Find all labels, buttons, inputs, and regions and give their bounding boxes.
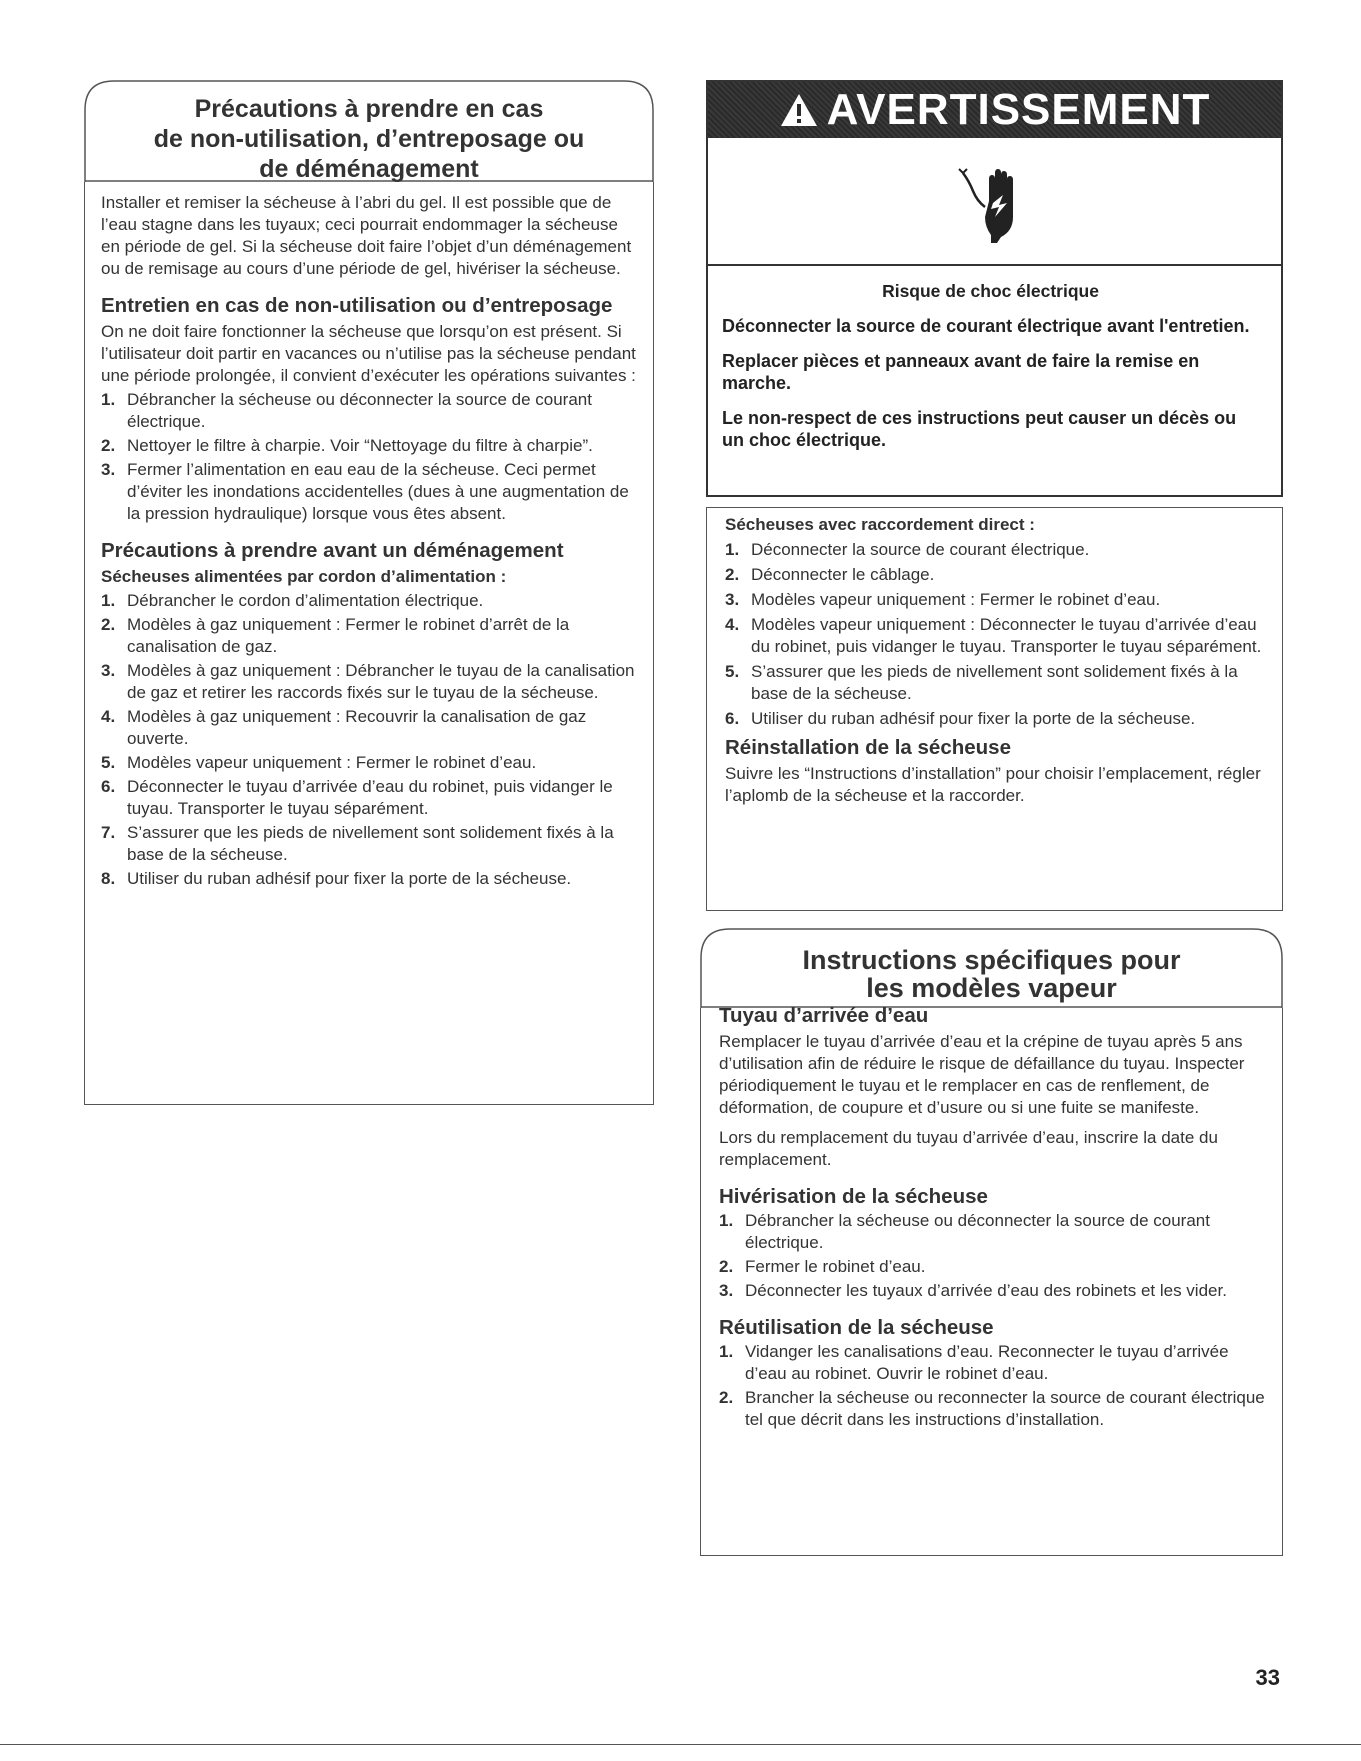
list-item: 1. Déconnecter la source de courant électrique. — [725, 540, 1090, 559]
warning-box — [706, 80, 1283, 497]
section-body — [84, 182, 654, 1105]
title-line: Précautions à prendre en cas — [194, 95, 544, 123]
list-item: 5. S’assurer que les pieds de nivellement sont solidement fixés à la base de la sécheuse. — [725, 662, 1238, 703]
list-item: 3. Modèles à gaz uniquement : Débrancher le tuyau de la canalisation de gaz et retirer les raccords fixés sur le tuyau de la sécheuse. — [101, 661, 635, 702]
storage-moving-section — [84, 80, 654, 1105]
hose-paragraph: Remplacer le tuyau d’arrivée d’eau et la crépine de tuyau après 5 ans d’utilisation afin de réduire le risque de défaillance du tuyau. Inspecter périodiquement le tuyau et le remplacer en cas de renflement, de déformation, de coupure et d’usure ou si une fuite se manifeste. — [719, 1032, 1245, 1117]
page-number: 33 — [1255, 1665, 1280, 1690]
steam-models-section — [700, 928, 1283, 1556]
list-item: 5. Modèles vapeur uniquement : Fermer le robinet d’eau. — [101, 753, 537, 772]
list-item: 1. Débrancher le cordon d’alimentation électrique. — [101, 591, 484, 610]
list-item: 3. Fermer l’alimentation en eau eau de la sécheuse. Ceci permet d’éviter les inondations accidentelles (dues à une augmentation de la pression hydraulique) lorsque vous êtes absent. — [101, 460, 629, 523]
list-item: 4. Modèles à gaz uniquement : Recouvrir la canalisation de gaz ouverte. — [101, 707, 587, 748]
title-line: de non-utilisation, d’entreposage ou — [153, 125, 585, 153]
bottom-rule — [0, 1744, 1361, 1745]
cord-heading: Sécheuses alimentées par cordon d’alimentation : — [101, 567, 507, 586]
moving-heading: Précautions à prendre avant un déménagement — [101, 539, 564, 562]
hose-heading: Tuyau d’arrivée d’eau — [719, 1004, 929, 1027]
reinstall-paragraph: Suivre les “Instructions d’installation” pour choisir l’emplacement, régler l’aplomb de la sécheuse et la raccorder. — [725, 764, 1261, 805]
direct-steps — [725, 539, 1268, 730]
reuse-heading: Réutilisation de la sécheuse — [719, 1316, 994, 1339]
title-line: les modèles vapeur — [866, 973, 1117, 1003]
list-item: 2. Modèles à gaz uniquement : Fermer le robinet d’arrêt de la canalisation de gaz. — [101, 615, 570, 656]
electric-shock-hand-icon — [955, 151, 1035, 251]
section-header — [700, 928, 1283, 1008]
reuse-steps — [719, 1341, 1266, 1431]
warning-title: AVERTISSEMENT — [826, 85, 1211, 134]
list-item: 6. Utiliser du ruban adhésif pour fixer la porte de la sécheuse. — [725, 709, 1196, 728]
direct-connect-box — [706, 507, 1283, 911]
list-item: 1. Vidanger les canalisations d’eau. Reconnecter le tuyau d’arrivée d’eau au robinet. Ouvrir le robinet d’eau. — [719, 1342, 1229, 1383]
direct-heading: Sécheuses avec raccordement direct : — [725, 515, 1035, 534]
warning-triangle-icon — [779, 92, 819, 128]
warning-text — [708, 266, 1281, 451]
winter-heading: Hivérisation de la sécheuse — [719, 1185, 988, 1208]
list-item: 7. S’assurer que les pieds de nivellement sont solidement fixés à la base de la sécheuse. — [101, 823, 614, 864]
list-item: 2. Nettoyer le filtre à charpie. Voir “Nettoyage du filtre à charpie”. — [101, 436, 593, 455]
list-item: 1. Débrancher la sécheuse ou déconnecter la source de courant électrique. — [101, 390, 592, 431]
list-item: 4. Modèles vapeur uniquement : Déconnecter le tuyau d’arrivée d’eau du robinet, puis vidanger le tuyau. Transporter le tuyau séparément. — [725, 615, 1262, 656]
list-item: 2. Déconnecter le câblage. — [725, 565, 935, 584]
storage-intro: On ne doit faire fonctionner la sécheuse que lorsqu’on est présent. Si l’utilisateur doit partir en vacances ou n’utilise pas la sécheuse pendant une période prolongée, il convient d’exécuter les opérations suivantes : — [101, 322, 636, 385]
warning-paragraph: Déconnecter la source de courant électrique avant l'entretien. — [722, 316, 1250, 336]
title-line: Instructions spécifiques pour — [802, 945, 1181, 975]
warning-risk: Risque de choc électrique — [882, 281, 1099, 301]
section-header — [84, 80, 654, 182]
reinstall-heading: Réinstallation de la sécheuse — [725, 736, 1011, 759]
section-title — [700, 946, 1283, 1002]
warning-paragraph: Replacer pièces et panneaux avant de faire la remise en marche. — [722, 351, 1200, 393]
list-item: 3. Déconnecter les tuyaux d’arrivée d’eau des robinets et les vider. — [719, 1281, 1227, 1300]
section-body — [700, 1004, 1283, 1556]
storage-steps — [101, 389, 637, 525]
list-item: 3. Modèles vapeur uniquement : Fermer le robinet d’eau. — [725, 590, 1161, 609]
list-item: 2. Fermer le robinet d’eau. — [719, 1257, 926, 1276]
cord-steps — [101, 590, 637, 890]
hose-paragraph: Lors du remplacement du tuyau d’arrivée d’eau, inscrire la date du remplacement. — [719, 1128, 1218, 1169]
storage-heading: Entretien en cas de non-utilisation ou d’entreposage — [101, 294, 613, 317]
warning-banner — [708, 82, 1281, 138]
list-item: 6. Déconnecter le tuyau d’arrivée d’eau du robinet, puis vidanger le tuyau. Transporter le tuyau séparément. — [101, 777, 613, 818]
list-item: 2. Brancher la sécheuse ou reconnecter la source de courant électrique tel que décrit dans les instructions d’installation. — [719, 1388, 1265, 1429]
list-item: 8. Utiliser du ruban adhésif pour fixer la porte de la sécheuse. — [101, 869, 572, 888]
section-title — [84, 94, 654, 184]
winter-steps — [719, 1210, 1266, 1302]
title-line: de déménagement — [259, 155, 479, 183]
list-item: 1. Débrancher la sécheuse ou déconnecter la source de courant électrique. — [719, 1211, 1210, 1252]
shock-icon-area — [708, 138, 1281, 266]
warning-paragraph: Le non-respect de ces instructions peut causer un décès ou un choc électrique. — [722, 408, 1237, 450]
intro-paragraph: Installer et remiser la sécheuse à l’abri du gel. Il est possible que de l’eau stagne dans les tuyaux; ceci pourrait endommager la sécheuse en période de gel. Si la sécheuse doit faire l’objet d’un déménagement ou de remisage au cours d’une période de gel, hivériser la sécheuse. — [101, 193, 632, 278]
